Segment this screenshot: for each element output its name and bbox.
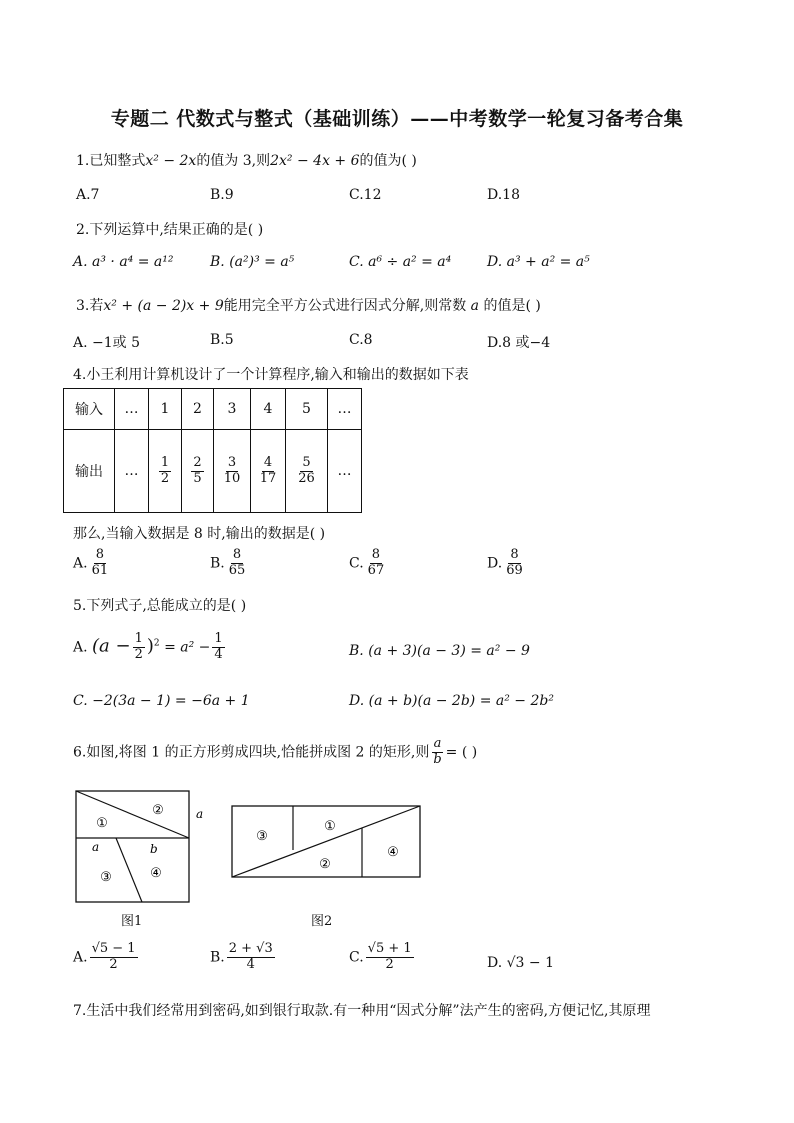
fig1-label-1: ①: [96, 816, 108, 831]
table-cell: 5: [286, 389, 328, 430]
frac-den: 26: [298, 470, 315, 486]
figure-1-square: [70, 785, 210, 910]
q4-option-c: [349, 548, 388, 579]
fig1-label-3: ③: [100, 870, 112, 885]
q3-option-d: D.8 或−4: [487, 335, 551, 351]
q2-option-c: C. a⁶ ÷ a² = a⁴: [349, 254, 452, 270]
question-2-stem: 2.下列运算中,结果正确的是( ): [76, 222, 264, 238]
frac-den: 5: [193, 470, 202, 486]
frac-num: 4: [263, 454, 273, 470]
question-3-stem: [76, 295, 541, 315]
option-label: C.: [349, 949, 364, 966]
frac-den: 61: [91, 562, 109, 578]
table-cell: [251, 430, 286, 513]
q5-option-d: D. (a + b)(a − 2b) = a² − 2b²: [349, 693, 554, 709]
frac-num: a: [433, 736, 442, 751]
option-label: A.: [73, 639, 88, 656]
q2-option-b: B. (a²)³ = a⁵: [210, 254, 295, 270]
q5-option-c: C. −2(3a − 1) = −6a + 1: [73, 693, 250, 709]
question-4-stem: 4.小王利用计算机设计了一个计算程序,输入和输出的数据如下表: [73, 367, 469, 383]
fig2-caption: 图2: [311, 914, 333, 929]
frac-den: b: [433, 751, 442, 767]
table-cell: …: [328, 389, 362, 430]
figure-2-rectangle: [226, 800, 426, 884]
table-cell: …: [115, 430, 149, 513]
frac-den: 4: [214, 646, 223, 662]
table-cell: …: [115, 389, 149, 430]
q3-option-a: A. −1或 5: [73, 335, 141, 351]
q5-option-b: B. (a + 3)(a − 3) = a² − 9: [349, 643, 530, 659]
option-label: D.: [487, 555, 503, 572]
q6-option-a: [73, 942, 140, 973]
q4-option-b: [210, 548, 249, 579]
q2-option-d: D. a³ + a² = a⁵: [487, 254, 590, 270]
q5-a-close: ): [146, 635, 154, 657]
q1-expression-2: 2x² − 4x + 6: [270, 153, 360, 169]
frac-num: 8: [510, 547, 519, 562]
frac-num: 3: [227, 454, 237, 470]
q3-variable: a: [470, 298, 480, 314]
fig1-slant: [116, 838, 142, 902]
frac-num: 5: [302, 454, 311, 470]
table-row-output: [64, 430, 362, 513]
frac-den: 2: [134, 646, 143, 662]
q3-option-c: C.8: [349, 332, 373, 348]
option-label: C.: [349, 555, 364, 572]
option-label: B.: [210, 555, 225, 572]
table-cell: [286, 430, 328, 513]
frac-den: 2: [385, 956, 394, 972]
table-cell: [149, 430, 182, 513]
q5-option-a: [73, 632, 227, 663]
frac-num: 2: [193, 454, 202, 470]
option-label: D.: [487, 955, 503, 971]
question-5-stem: 5.下列式子,总能成立的是( ): [73, 598, 247, 614]
table-cell-label: 输出: [64, 430, 115, 513]
table-cell: [182, 430, 214, 513]
frac-num: 1: [214, 631, 223, 646]
fig2-label-3: ③: [256, 829, 268, 844]
frac-den: 65: [228, 562, 246, 578]
q4-follow-up: 那么,当输入数据是 8 时,输出的数据是( ): [73, 526, 326, 542]
option-label: B.: [210, 949, 225, 966]
frac-den: 67: [367, 562, 385, 578]
frac-num: 8: [371, 547, 381, 562]
table-cell: 3: [214, 389, 251, 430]
table-cell-label: 输入: [64, 389, 115, 430]
frac-num: 8: [95, 547, 104, 562]
q2-option-a: A. a³ · a⁴ = a¹²: [73, 254, 174, 270]
fig1-label-2: ②: [152, 803, 164, 818]
fig1-diagonal: [76, 791, 189, 838]
table-cell: [214, 430, 251, 513]
q4-option-d: [487, 548, 527, 579]
q3-expression: x² + (a − 2)x + 9: [103, 298, 224, 314]
q1-text-b: 的值为 3,则: [196, 153, 271, 169]
q3-text-c: 的值是( ): [483, 298, 541, 314]
frac-num: 8: [232, 547, 242, 562]
q5-a-exponent: 2: [153, 638, 160, 649]
frac-num: √5 + 1: [367, 941, 412, 956]
frac-den: 69: [506, 562, 523, 578]
q6-text-b: = ( ): [445, 744, 478, 761]
fig1-caption: 图1: [121, 914, 143, 929]
frac-num: 1: [134, 631, 143, 646]
q3-text-a: 3.若: [76, 298, 104, 314]
table-row-input: [64, 389, 362, 430]
fig1-label-4: ④: [150, 866, 162, 881]
page-title: 专题二 代数式与整式（基础训练）——中考数学一轮复习备考合集: [110, 108, 684, 130]
table-cell: …: [328, 430, 362, 513]
option-label: A.: [73, 555, 88, 572]
q6-option-d: [487, 955, 554, 971]
q3-text-b: 能用完全平方公式进行因式分解,则常数: [223, 298, 467, 314]
q6-text-a: 6.如图,将图 1 的正方形剪成四块,恰能拼成图 2 的矩形,则: [73, 744, 430, 761]
io-table: [63, 388, 362, 513]
q1-expression-1: x² − 2x: [145, 153, 197, 169]
frac-den: 2: [160, 470, 170, 486]
q4-option-a: [73, 548, 112, 579]
q1-option-b: B.9: [210, 187, 234, 203]
q1-option-c: C.12: [349, 187, 382, 203]
q1-text-c: 的值为( ): [359, 153, 417, 169]
frac-den: 17: [259, 470, 277, 486]
q1-option-a: A.7: [76, 187, 100, 203]
q6-option-c: [349, 942, 416, 973]
frac-den: 4: [246, 956, 255, 972]
fig2-label-4: ④: [387, 845, 399, 860]
table-cell: 1: [149, 389, 182, 430]
question-7-stem: 7.生活中我们经常用到密码,如到银行取款.有一种用“因式分解”法产生的密码,方便记忆,其原理: [73, 1003, 651, 1019]
frac-num: √5 − 1: [91, 941, 136, 956]
fig2-label-1: ①: [324, 819, 336, 834]
q3-option-b: B.5: [210, 332, 234, 348]
question-6-stem: [73, 737, 477, 768]
fig2-label-2: ②: [319, 857, 331, 872]
fig1-side-a: a: [196, 807, 204, 821]
question-1-stem: [76, 150, 417, 170]
fig1-inner-b: b: [150, 842, 158, 856]
frac-den: 10: [223, 470, 241, 486]
option-label: A.: [73, 949, 88, 966]
table-cell: 4: [251, 389, 286, 430]
table-cell: 2: [182, 389, 214, 430]
q5-a-open: (a −: [92, 635, 131, 657]
q1-option-d: D.18: [487, 187, 520, 203]
frac-num: 2 + √3: [228, 941, 273, 956]
frac-den: 2: [109, 956, 118, 972]
frac-num: 1: [160, 454, 170, 470]
q6-option-b: [210, 942, 277, 973]
q5-a-rhs: = a² −: [164, 639, 211, 656]
q6-d-expression: √3 − 1: [506, 955, 555, 971]
q1-text-a: 1.已知整式: [76, 153, 146, 169]
fig1-inner-a: a: [92, 840, 100, 854]
